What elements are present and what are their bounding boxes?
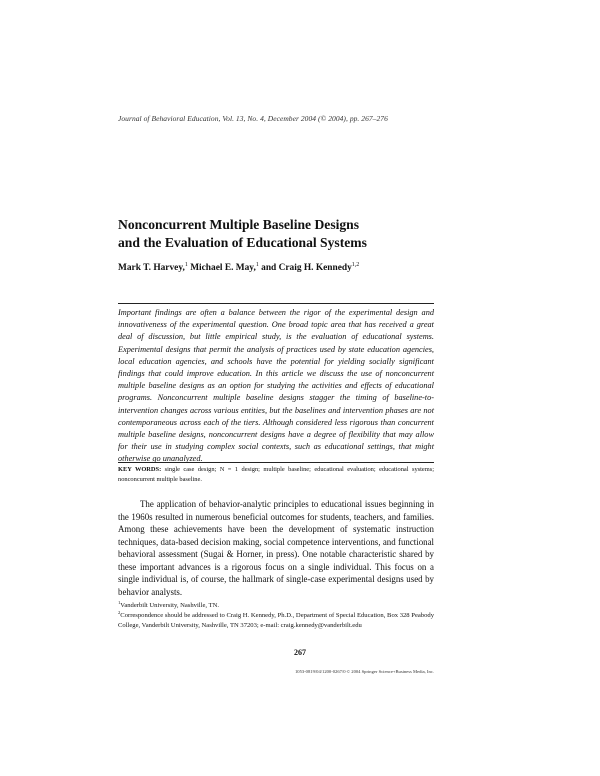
paper-title-line-2: and the Evaluation of Educational Systems — [118, 235, 367, 250]
author-name: and Craig H. Kennedy — [258, 263, 352, 273]
author-affiliation-mark: 1,2 — [351, 261, 360, 268]
author-list — [118, 263, 359, 273]
copyright-line: 1053-0819/04/1200-0267/0 © 2004 Springer Science+Business Media, Inc. — [294, 669, 434, 674]
keywords-text: single case design; N = 1 design; multiple baseline; educational evaluation; educational systems; nonconcurrent multiple baseline. — [118, 466, 434, 484]
footnote-text: Vanderbilt University, Nashville, TN. — [120, 602, 220, 609]
keywords — [118, 465, 434, 485]
paper-title-line-1: Nonconcurrent Multiple Baseline Designs — [118, 217, 360, 232]
abstract-top-rule — [118, 303, 434, 304]
footnote — [118, 601, 434, 611]
page-number: 267 — [294, 648, 306, 657]
paper-title — [118, 216, 367, 252]
keywords-label: KEY WORDS: — [118, 466, 162, 473]
footnote-text: Correspondence should be addressed to Craig H. Kennedy, Ph.D., Department of Special Education, Box 328 Peabody College, Vanderbilt University, Nashville, TN 37203; e-mail: craig.kennedy@vanderbilt.edu — [118, 612, 434, 629]
footnote-mark: 1 — [118, 599, 121, 605]
footnote — [118, 611, 434, 631]
author-affiliation-mark: 1 — [184, 261, 188, 268]
author-name: Mark T. Harvey, — [118, 263, 185, 273]
body-paragraph: The application of behavior-analytic principles to educational issues beginning in the 1960s resulted in numerous beneficial outcomes for students, teachers, and families. Among these achievements have been the development of systematic instruction techniques, data-based decision making, social competence interventions, and functional behavioral assessment (Sugai & Horner, in press). One notable characteristic shared by these important advances is a rigorous focus on a single individual. This focus on a single individual is, of course, the hallmark of single-case experimental designs used by behavior analysts. — [118, 499, 434, 597]
footnote-mark: 2 — [118, 609, 121, 615]
journal-citation: Journal of Behavioral Education, Vol. 13, No. 4, December 2004 (© 2004), pp. 267–276 — [118, 114, 388, 123]
abstract-bottom-rule — [118, 462, 434, 463]
abstract: Important findings are often a balance between the rigor of the experimental design and innovativeness of the experimental question. One broad topic area that has received a great deal of discussion, but little empirical study, is the evaluation of educational systems. Experimental designs that permit the analysis of practices used by state education agencies, local education agencies, and schools have the potential for yielding socially significant findings that could improve education. In this article we discuss the use of nonconcurrent multiple baseline designs as an option for studying the activities and effects of educational programs. Nonconcurrent multiple baseline designs stagger the timing of baseline-to-intervention changes across various entities, but the baselines and intervention phases are not contemporaneous across each of the tiers. Although considered less rigorous than concurrent multiple baseline designs, nonconcurrent designs have a degree of flexibility that may allow for their use in studying complex social contexts, such as educational settings, that might otherwise go unanalyzed. — [118, 308, 434, 464]
author-name: Michael E. May, — [187, 263, 256, 273]
author-affiliation-mark: 1 — [255, 261, 259, 268]
footnotes — [118, 601, 434, 631]
